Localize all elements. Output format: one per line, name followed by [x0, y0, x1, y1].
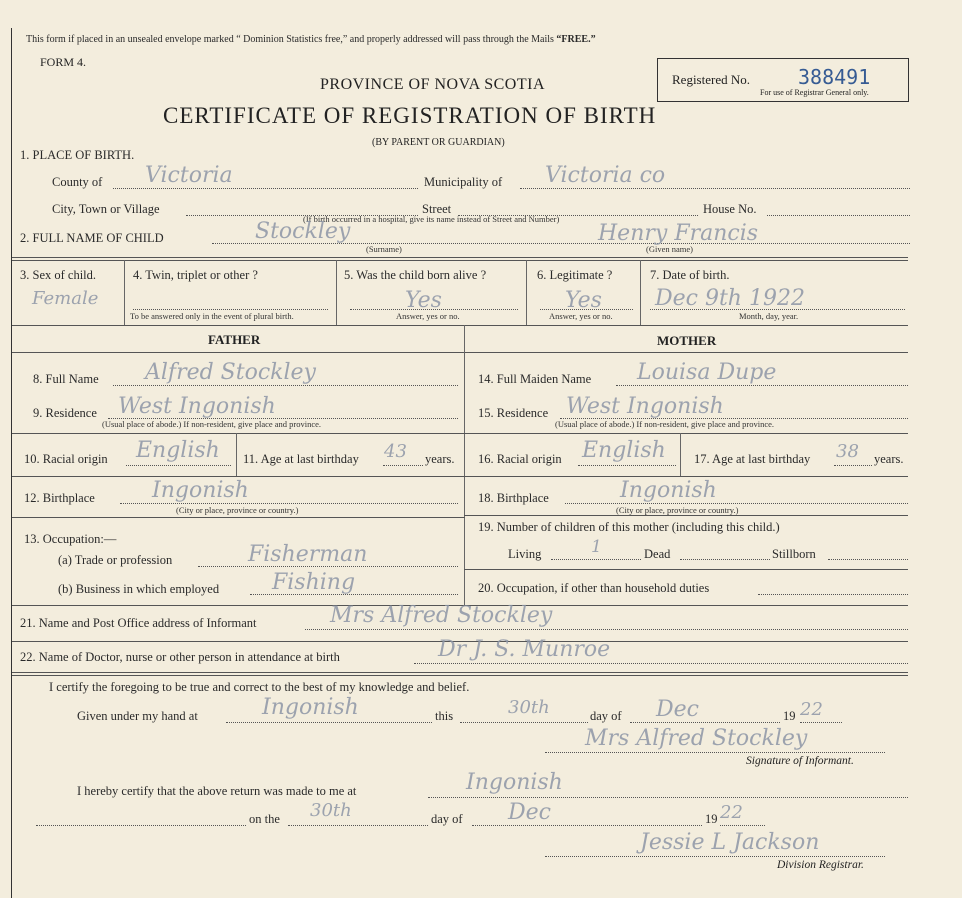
registrar-statement: I hereby certify that the above return was made to me at [77, 784, 357, 798]
dead-label: Dead [644, 547, 671, 561]
certify-statement: I certify the foregoing to be true and correct to the best of my knowledge and belief. [49, 680, 470, 694]
given-label: Given under my hand at [77, 709, 198, 723]
mother-birthplace-note: (City or place, province or country.) [616, 505, 739, 515]
father-racial-value: English [136, 438, 220, 463]
sex-value: Female [32, 288, 99, 309]
mother-occupation-label: 20. Occupation, if other than household duties [478, 581, 710, 595]
mother-residence-note: (Usual place of abode.) If non-resident, give place and province. [555, 419, 775, 429]
twin-note: To be answered only in the event of plural birth. [130, 311, 294, 321]
mother-name-label: 14. Full Maiden Name [478, 372, 592, 386]
mother-birthplace-label: 18. Birthplace [478, 491, 549, 505]
given-name-caption: (Given name) [646, 244, 693, 254]
given-year-value: 22 [800, 699, 823, 720]
mother-name-value: Louisa Dupe [637, 360, 777, 385]
mail-notice: This form if placed in an unsealed envelope marked “ Dominion Statistics free,” and properly addressed will pass through the Mails “FREE.” [26, 34, 596, 45]
father-racial-label: 10. Racial origin [24, 452, 108, 466]
registrar-day-of-label: day of [431, 812, 463, 826]
trade-value: Fisherman [248, 542, 368, 567]
father-age-value: 43 [384, 441, 407, 462]
father-residence-value: West Ingonish [118, 394, 276, 419]
on-the-label: on the [249, 812, 280, 826]
father-birthplace-label: 12. Birthplace [24, 491, 95, 505]
legitimate-label: 6. Legitimate ? [537, 268, 613, 282]
given-place-value: Ingonish [262, 695, 359, 720]
given-month-value: Dec [656, 697, 699, 722]
alive-value: Yes [405, 288, 442, 313]
dob-value: Dec 9th 1922 [655, 286, 805, 311]
twin-label: 4. Twin, triplet or other ? [133, 268, 258, 282]
registrar-month-value: Dec [508, 800, 551, 825]
father-heading: FATHER [208, 332, 261, 347]
province-heading: PROVINCE OF NOVA SCOTIA [320, 76, 546, 93]
alive-note: Answer, yes or no. [396, 311, 460, 321]
mother-residence-label: 15. Residence [478, 406, 549, 420]
children-count-label: 19. Number of children of this mother (including this child.) [478, 520, 780, 534]
living-value: 1 [591, 537, 602, 557]
registrar-year-prefix: 19 [705, 812, 718, 826]
mother-age-label: 17. Age at last birthday [694, 452, 811, 466]
legitimate-value: Yes [565, 288, 602, 313]
registered-label: Registered No. [672, 72, 750, 87]
given-day-of-label: day of [590, 709, 622, 723]
trade-label: (a) Trade or profession [58, 553, 173, 567]
city-label: City, Town or Village [52, 202, 160, 216]
business-value: Fishing [272, 570, 356, 595]
registered-number: 388491 [798, 65, 871, 89]
mother-heading: MOTHER [657, 333, 717, 348]
mother-age-value: 38 [836, 441, 859, 462]
living-label: Living [508, 547, 542, 561]
county-value: Victoria [145, 163, 233, 188]
child-name-label: 2. FULL NAME OF CHILD [20, 231, 164, 245]
informant-signature: Mrs Alfred Stockley [585, 726, 808, 751]
given-year-prefix: 19 [783, 709, 796, 723]
registrar-day-value: 30th [310, 800, 352, 821]
mother-age-unit: years. [874, 452, 904, 466]
occupation-label: 13. Occupation:— [24, 532, 117, 546]
dob-note: Month, day, year. [739, 311, 799, 321]
municipality-label: Municipality of [424, 175, 503, 189]
subtitle: (BY PARENT OR GUARDIAN) [372, 137, 505, 148]
registrar-year-value: 22 [720, 802, 743, 823]
form-number: FORM 4. [40, 55, 87, 69]
registered-note: For use of Registrar General only. [760, 88, 869, 97]
mother-racial-value: English [582, 438, 666, 463]
father-birthplace-value: Ingonish [152, 478, 249, 503]
father-age-unit: years. [425, 452, 455, 466]
legitimate-note: Answer, yes or no. [549, 311, 613, 321]
alive-label: 5. Was the child born alive ? [344, 268, 487, 282]
informant-label: 21. Name and Post Office address of Informant [20, 616, 257, 630]
mother-birthplace-value: Ingonish [620, 478, 717, 503]
sex-label: 3. Sex of child. [20, 268, 97, 282]
registrar-signature-caption: Division Registrar. [777, 859, 864, 871]
father-name-label: 8. Full Name [33, 372, 99, 386]
father-residence-label: 9. Residence [33, 406, 97, 420]
mother-racial-label: 16. Racial origin [478, 452, 562, 466]
registrar-signature: Jessie L Jackson [640, 830, 820, 855]
doctor-label: 22. Name of Doctor, nurse or other person in attendance at birth [20, 650, 340, 664]
mother-residence-value: West Ingonish [566, 394, 724, 419]
house-label: House No. [703, 202, 757, 216]
informant-value: Mrs Alfred Stockley [330, 603, 553, 628]
hospital-note: (If birth occurred in a hospital, give its name instead of Street and Number) [303, 214, 560, 224]
municipality-value: Victoria co [545, 163, 666, 188]
father-age-label: 11. Age at last birthday [243, 452, 359, 466]
stillborn-label: Stillborn [772, 547, 816, 561]
this-label: this [435, 709, 454, 723]
place-section-label: 1. PLACE OF BIRTH. [20, 148, 135, 162]
county-label: County of [52, 175, 103, 189]
surname-value: Stockley [255, 219, 351, 244]
registrar-place-value: Ingonish [466, 770, 563, 795]
doctor-value: Dr J. S. Munroe [438, 637, 611, 662]
given-name-value: Henry Francis [598, 221, 759, 246]
father-name-value: Alfred Stockley [145, 360, 316, 385]
street-label: Street [422, 202, 452, 216]
given-day-value: 30th [508, 697, 550, 718]
father-residence-note: (Usual place of abode.) If non-resident, give place and province. [102, 419, 322, 429]
page-title: CERTIFICATE OF REGISTRATION OF BIRTH [163, 103, 657, 128]
business-label: (b) Business in which employed [58, 582, 220, 596]
surname-caption: (Surname) [366, 244, 402, 254]
informant-signature-caption: Signature of Informant. [746, 755, 854, 767]
dob-label: 7. Date of birth. [650, 268, 730, 282]
father-birthplace-note: (City or place, province or country.) [176, 505, 299, 515]
registered-box [657, 58, 909, 102]
